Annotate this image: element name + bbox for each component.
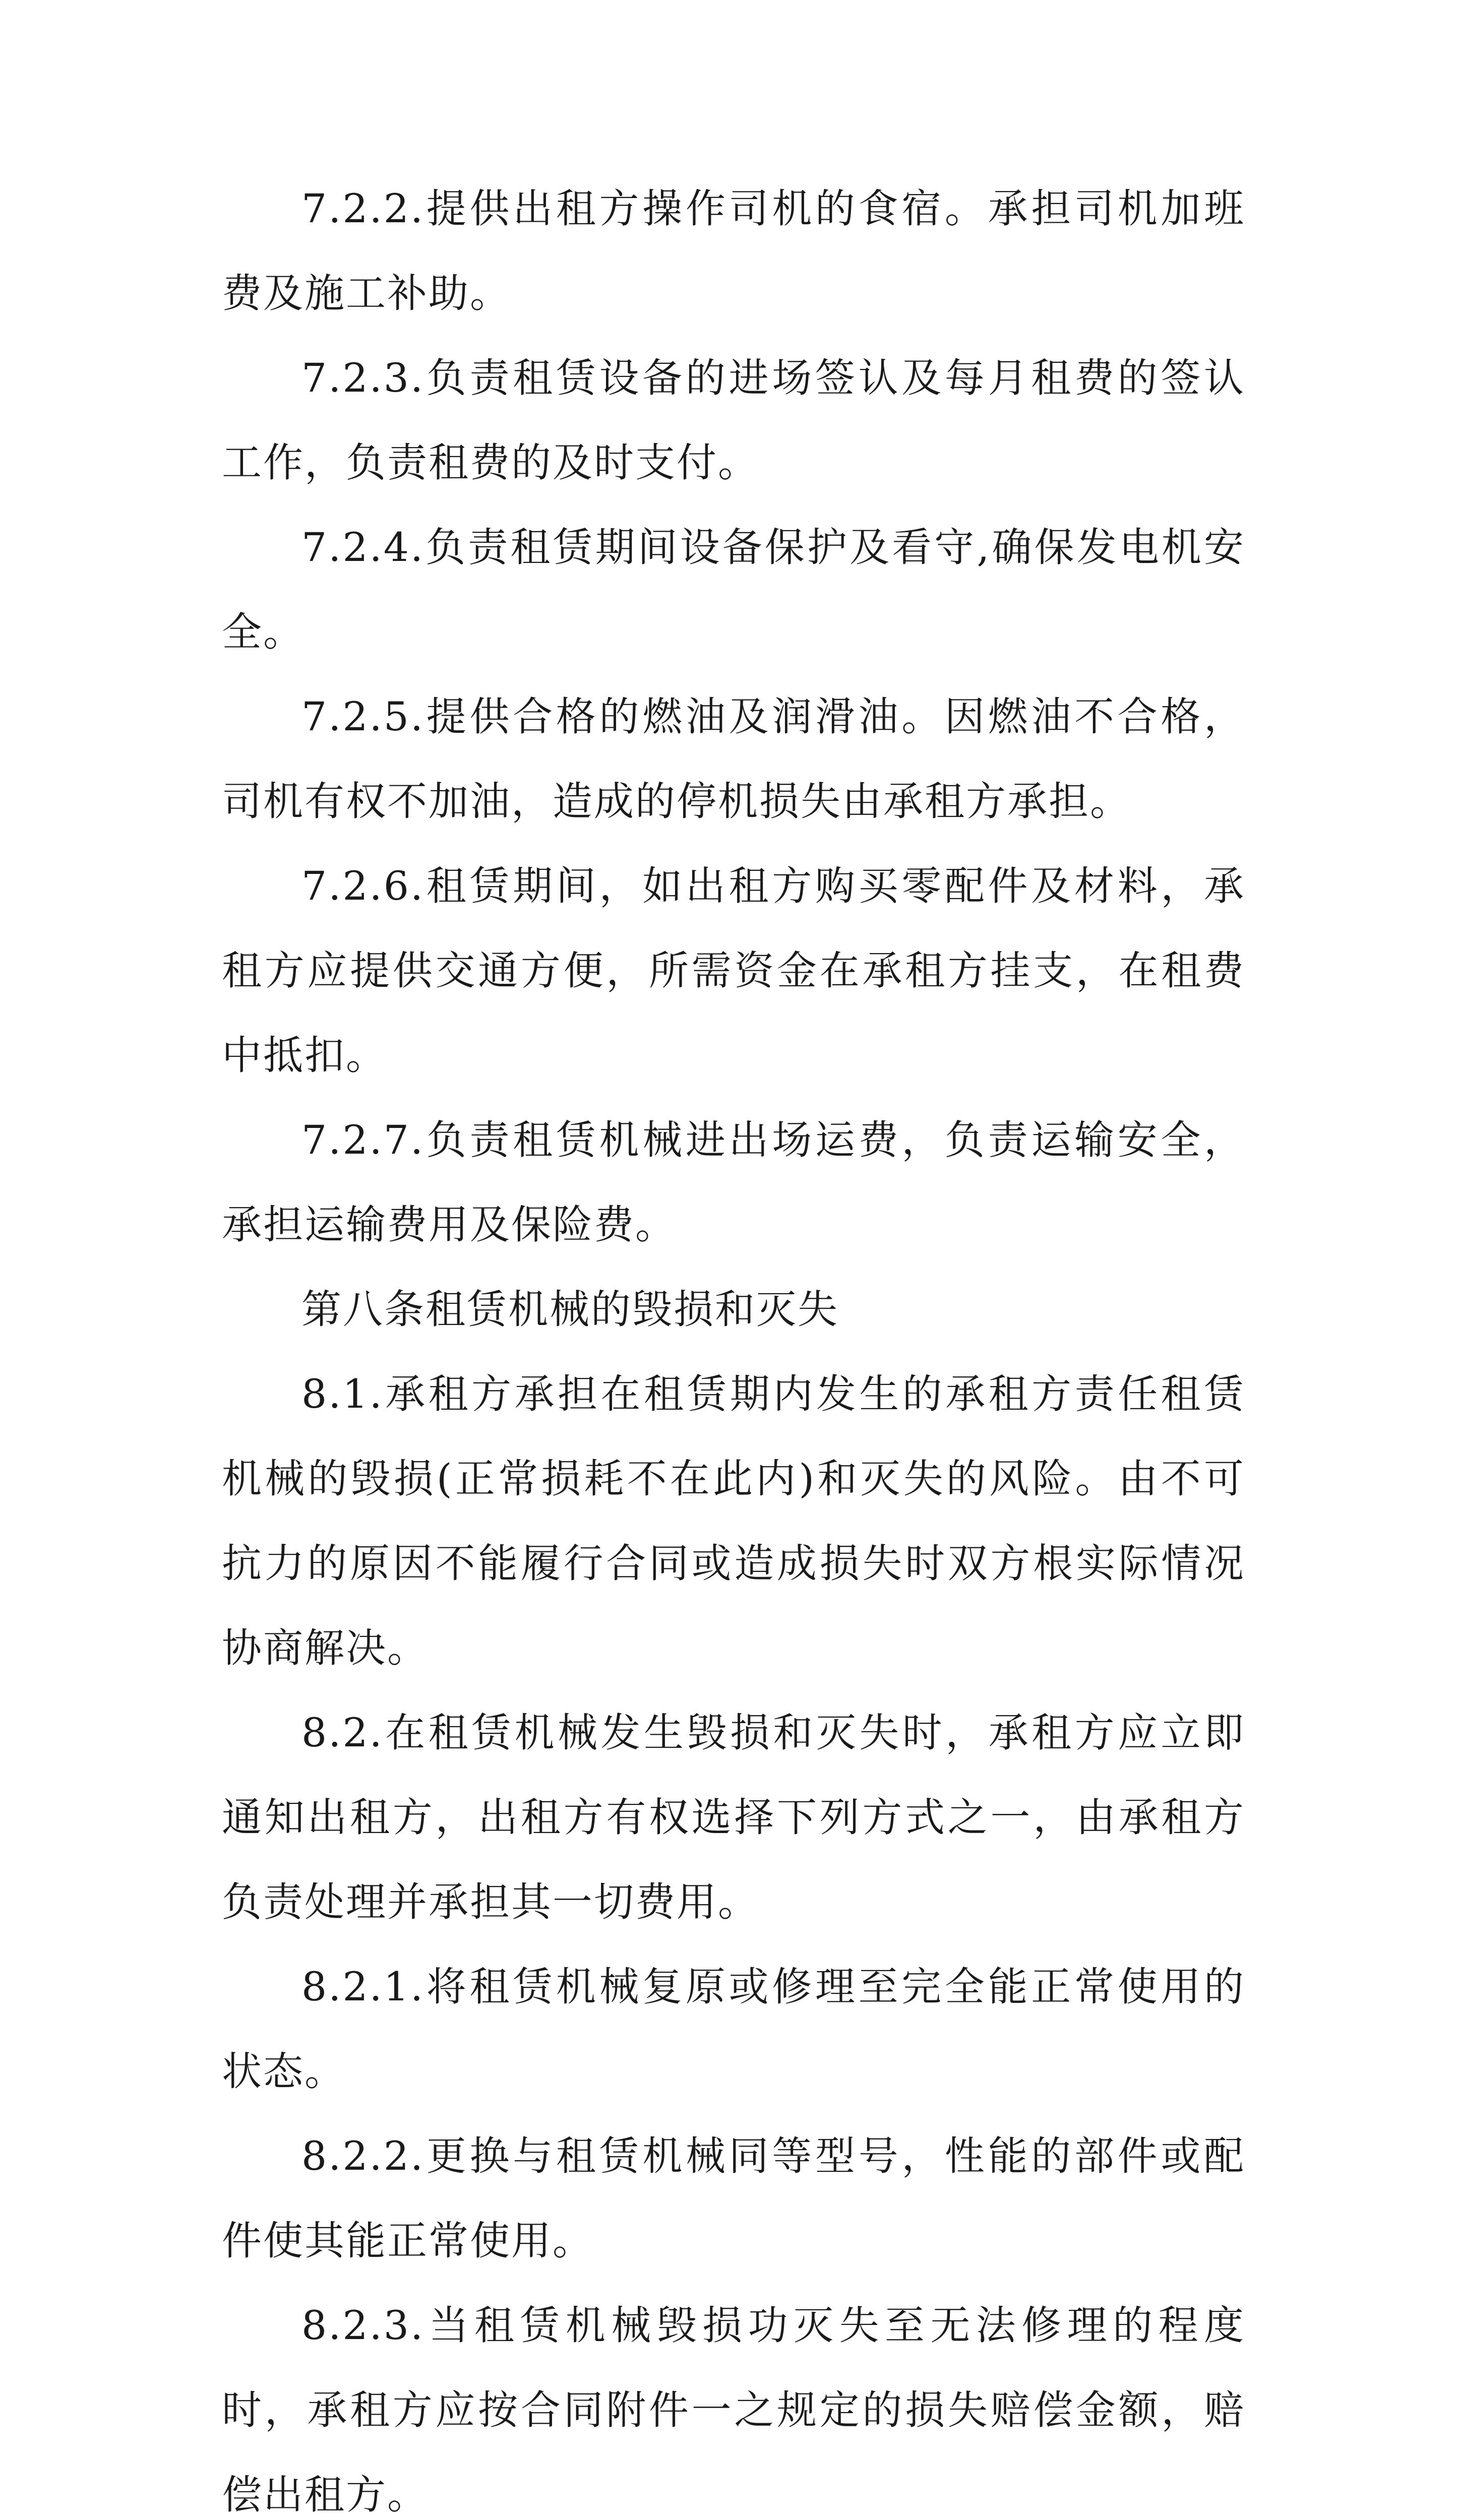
clause-7-2-3: 7.2.3.负责租赁设备的进场签认及每月租费的签认工作，负责租费的及时支付。 [222,355,1245,486]
clause-8-2: 8.2.在租赁机械发生毁损和灭失时，承租方应立即通知出租方，出租方有权选择下列方式之一，由承租方负责处理并承担其一切费用。 [222,1710,1245,1925]
clause-7-2-5: 7.2.5.提供合格的燃油及润滑油。因燃油不合格，司机有权不加油，造成的停机损失由承租方承担。 [222,694,1245,825]
clause-8-1: 8.1.承租方承担在租赁期内发生的承租方责任租赁机械的毁损(正常损耗不在此内)和灭失的风险。由不可抗力的原因不能履行合同或造成损失时双方根实际情况协商解决。 [222,1371,1245,1671]
clause-7-2-2: 7.2.2.提供出租方操作司机的食宿。承担司机加班费及施工补助。 [222,185,1245,317]
clause-8-2-3: 8.2.3.当租赁机械毁损功灭失至无法修理的程度时，承租方应按合同附件一之规定的损失赔偿金额，赔偿出租方。 [222,2302,1245,2518]
clause-8-2-2: 8.2.2.更换与租赁机械同等型号，性能的部件或配件使其能正常使用。 [222,2133,1245,2264]
document-page [222,166,1245,2520]
article-8-heading: 第八条租赁机械的毁损和灭失 [301,1286,839,1333]
clause-7-2-7: 7.2.7.负责租赁机械进出场运费，负责运输安全，承担运输费用及保险费。 [222,1117,1245,1248]
clause-8-2-1: 8.2.1.将租赁机械复原或修理至完全能正常使用的状态。 [222,1964,1245,2095]
clause-7-2-4: 7.2.4.负责租赁期间设备保护及看守,确保发电机安全。 [222,524,1245,655]
clause-7-2-6: 7.2.6.租赁期间，如出租方购买零配件及材料，承租方应提供交通方便，所需资金在承租方挂支，在租费中抵扣。 [222,863,1245,1079]
